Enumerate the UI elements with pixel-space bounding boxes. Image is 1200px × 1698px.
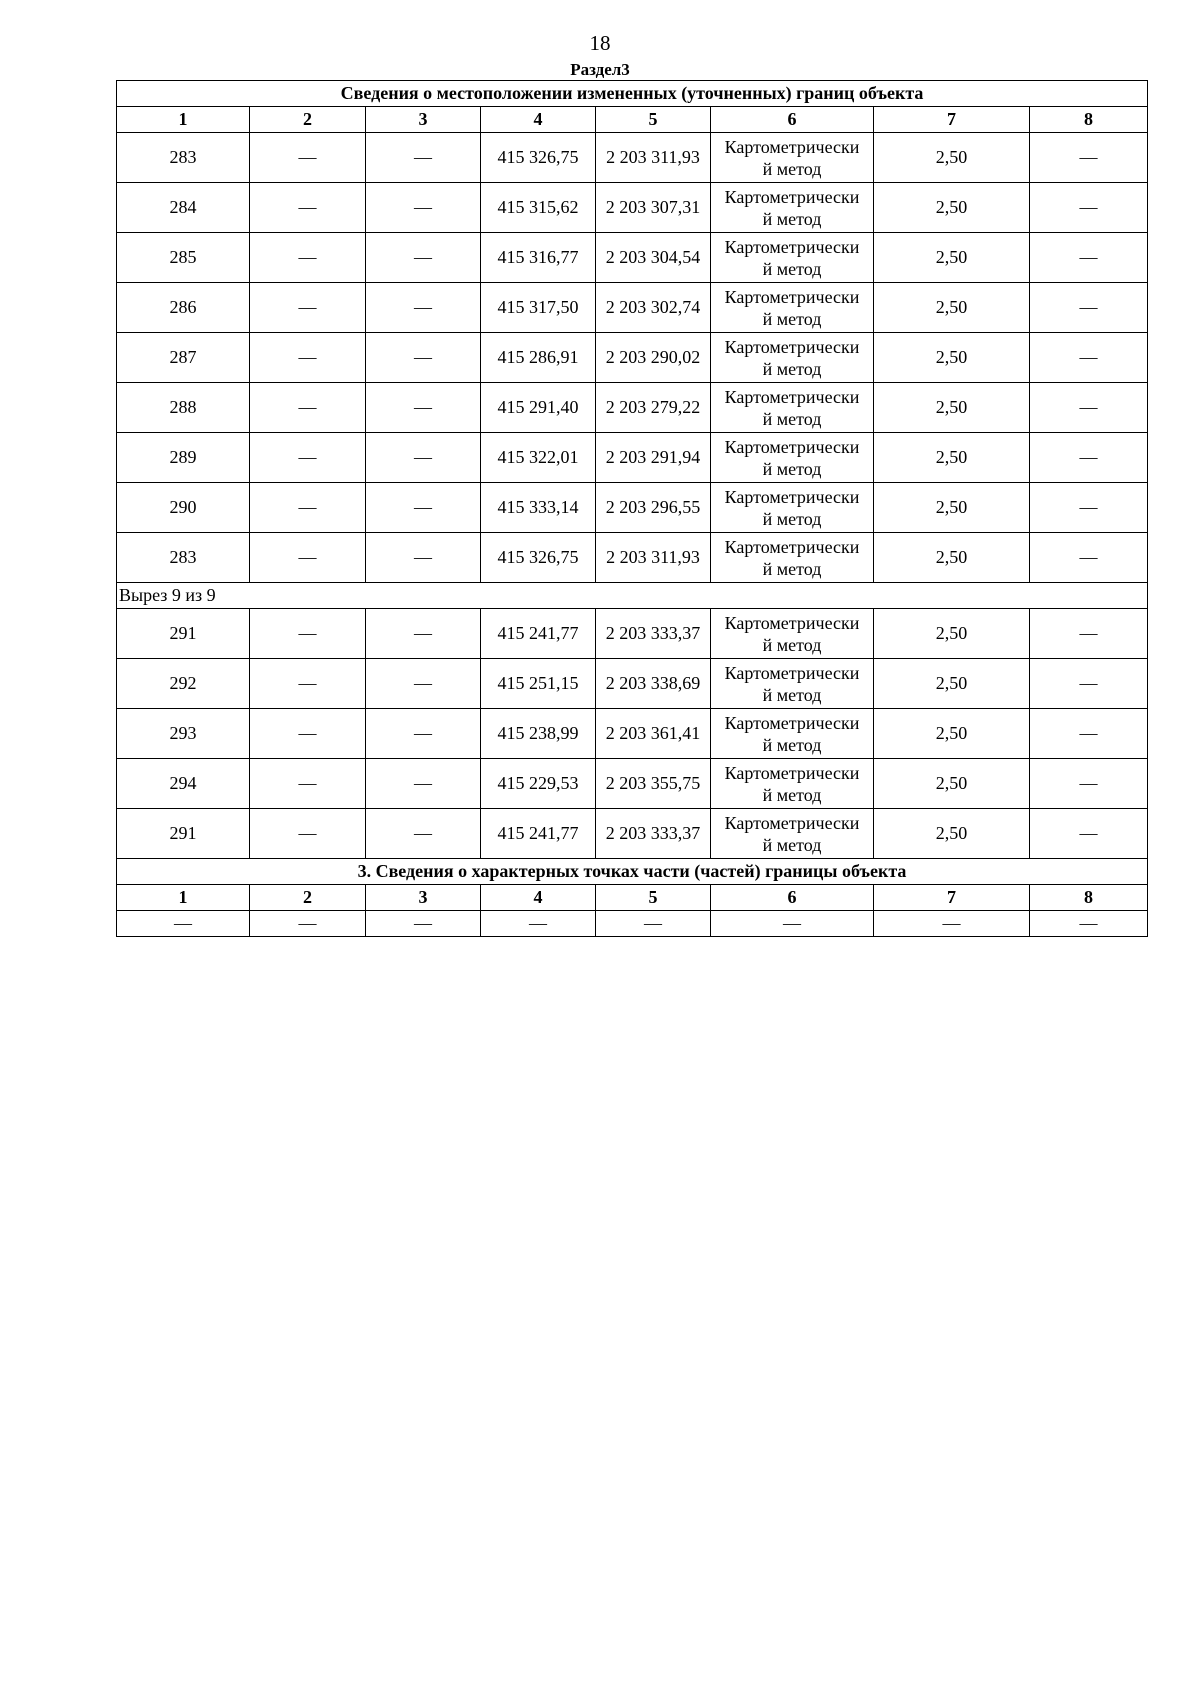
accuracy-value: 2,50 bbox=[874, 659, 1030, 709]
method-line: й метод bbox=[762, 358, 822, 379]
part2-column-numbers bbox=[117, 107, 1148, 133]
coordinate-y: 2 203 307,31 bbox=[596, 183, 711, 233]
empty-cell: — bbox=[250, 283, 366, 333]
column-number: 6 bbox=[711, 107, 874, 133]
method-line: й метод bbox=[762, 508, 822, 529]
empty-cell: — bbox=[250, 183, 366, 233]
coordinate-y: 2 203 311,93 bbox=[596, 533, 711, 583]
method-cell bbox=[711, 233, 874, 283]
table-row bbox=[117, 809, 1148, 859]
empty-cell: — bbox=[366, 759, 481, 809]
coordinate-y: 2 203 302,74 bbox=[596, 283, 711, 333]
empty-cell: — bbox=[250, 433, 366, 483]
method-line: й метод bbox=[762, 408, 822, 429]
empty-cell: — bbox=[1030, 483, 1148, 533]
empty-cell: — bbox=[1030, 433, 1148, 483]
point-number: 288 bbox=[117, 383, 250, 433]
method-cell bbox=[711, 759, 874, 809]
part3-heading-row bbox=[117, 859, 1148, 885]
empty-cell: — bbox=[1030, 183, 1148, 233]
empty-cell: — bbox=[1030, 383, 1148, 433]
method-line: й метод bbox=[762, 208, 822, 229]
table-row bbox=[117, 233, 1148, 283]
page-number: 18 bbox=[589, 31, 611, 55]
method-line: Картометрически bbox=[724, 712, 860, 733]
table-row bbox=[117, 533, 1148, 583]
method-line: Картометрически bbox=[724, 762, 860, 783]
empty-cell: — bbox=[366, 383, 481, 433]
coordinate-x: 415 241,77 bbox=[481, 809, 596, 859]
point-number: 291 bbox=[117, 609, 250, 659]
method-line: й метод bbox=[762, 458, 822, 479]
point-number: 294 bbox=[117, 759, 250, 809]
empty-cell: — bbox=[1030, 659, 1148, 709]
method-cell bbox=[711, 709, 874, 759]
section-title: Раздел3 bbox=[570, 60, 630, 79]
method-cell bbox=[711, 383, 874, 433]
empty-cell: — bbox=[366, 333, 481, 383]
column-number: 8 bbox=[1030, 107, 1148, 133]
table-row bbox=[117, 709, 1148, 759]
accuracy-value: 2,50 bbox=[874, 133, 1030, 183]
empty-cell: — bbox=[481, 911, 596, 937]
empty-cell: — bbox=[366, 609, 481, 659]
coordinate-x: 415 326,75 bbox=[481, 533, 596, 583]
empty-cell: — bbox=[250, 759, 366, 809]
method-line: Картометрически bbox=[724, 486, 860, 507]
accuracy-value: 2,50 bbox=[874, 759, 1030, 809]
method-cell bbox=[711, 333, 874, 383]
method-line: Картометрически bbox=[724, 436, 860, 457]
empty-cell: — bbox=[250, 709, 366, 759]
empty-cell: — bbox=[596, 911, 711, 937]
accuracy-value: 2,50 bbox=[874, 283, 1030, 333]
method-line: Картометрически bbox=[724, 186, 860, 207]
column-number: 7 bbox=[874, 885, 1030, 911]
coordinate-y: 2 203 361,41 bbox=[596, 709, 711, 759]
method-cell bbox=[711, 433, 874, 483]
accuracy-value: 2,50 bbox=[874, 183, 1030, 233]
method-line: Картометрически bbox=[724, 136, 860, 157]
column-number: 7 bbox=[874, 107, 1030, 133]
empty-cell: — bbox=[250, 911, 366, 937]
method-cell bbox=[711, 659, 874, 709]
coordinate-y: 2 203 291,94 bbox=[596, 433, 711, 483]
point-number: 283 bbox=[117, 133, 250, 183]
empty-cell: — bbox=[366, 183, 481, 233]
coordinate-y: 2 203 333,37 bbox=[596, 609, 711, 659]
method-line: Картометрически bbox=[724, 236, 860, 257]
table-row bbox=[117, 133, 1148, 183]
point-number: 283 bbox=[117, 533, 250, 583]
empty-cell: — bbox=[250, 383, 366, 433]
accuracy-value: 2,50 bbox=[874, 483, 1030, 533]
empty-cell: — bbox=[1030, 609, 1148, 659]
empty-cell: — bbox=[250, 533, 366, 583]
method-line: й метод bbox=[762, 558, 822, 579]
coordinate-x: 415 333,14 bbox=[481, 483, 596, 533]
empty-cell: — bbox=[1030, 759, 1148, 809]
empty-cell: — bbox=[366, 659, 481, 709]
table-row bbox=[117, 433, 1148, 483]
method-line: й метод bbox=[762, 734, 822, 755]
coordinate-x: 415 316,77 bbox=[481, 233, 596, 283]
method-line: й метод bbox=[762, 258, 822, 279]
point-number: 285 bbox=[117, 233, 250, 283]
point-number: 290 bbox=[117, 483, 250, 533]
coordinate-x: 415 322,01 bbox=[481, 433, 596, 483]
point-number: 289 bbox=[117, 433, 250, 483]
empty-cell: — bbox=[1030, 283, 1148, 333]
coordinate-y: 2 203 333,37 bbox=[596, 809, 711, 859]
method-line: й метод bbox=[762, 634, 822, 655]
coordinate-y: 2 203 304,54 bbox=[596, 233, 711, 283]
point-number: 287 bbox=[117, 333, 250, 383]
table-row bbox=[117, 759, 1148, 809]
method-line: Картометрически bbox=[724, 286, 860, 307]
empty-cell: — bbox=[366, 283, 481, 333]
column-number: 5 bbox=[596, 107, 711, 133]
column-number: 6 bbox=[711, 885, 874, 911]
method-line: й метод bbox=[762, 308, 822, 329]
empty-cell: — bbox=[711, 911, 874, 937]
point-number: 284 bbox=[117, 183, 250, 233]
empty-cell: — bbox=[1030, 533, 1148, 583]
column-number: 8 bbox=[1030, 885, 1148, 911]
column-number: 5 bbox=[596, 885, 711, 911]
method-line: й метод bbox=[762, 784, 822, 805]
coordinate-y: 2 203 311,93 bbox=[596, 133, 711, 183]
point-number: 291 bbox=[117, 809, 250, 859]
empty-cell: — bbox=[250, 333, 366, 383]
coordinate-y: 2 203 296,55 bbox=[596, 483, 711, 533]
coordinate-x: 415 286,91 bbox=[481, 333, 596, 383]
column-number: 3 bbox=[366, 107, 481, 133]
accuracy-value: 2,50 bbox=[874, 233, 1030, 283]
accuracy-value: 2,50 bbox=[874, 533, 1030, 583]
coordinate-y: 2 203 279,22 bbox=[596, 383, 711, 433]
table-row bbox=[117, 333, 1148, 383]
part2-heading-row bbox=[117, 81, 1148, 107]
column-number: 3 bbox=[366, 885, 481, 911]
empty-cell: — bbox=[1030, 911, 1148, 937]
table-row bbox=[117, 483, 1148, 533]
method-line: Картометрически bbox=[724, 612, 860, 633]
accuracy-value: 2,50 bbox=[874, 709, 1030, 759]
table-row bbox=[117, 609, 1148, 659]
part3-heading: 3. Сведения о характерных точках части (частей) границы объекта bbox=[117, 859, 1148, 885]
method-cell bbox=[711, 483, 874, 533]
method-cell bbox=[711, 809, 874, 859]
method-cell bbox=[711, 183, 874, 233]
accuracy-value: 2,50 bbox=[874, 333, 1030, 383]
method-cell bbox=[711, 533, 874, 583]
part3-empty-row bbox=[117, 911, 1148, 937]
coordinate-y: 2 203 338,69 bbox=[596, 659, 711, 709]
empty-cell: — bbox=[366, 133, 481, 183]
cut-label-row bbox=[117, 583, 1148, 609]
coordinate-x: 415 238,99 bbox=[481, 709, 596, 759]
method-line: й метод bbox=[762, 158, 822, 179]
empty-cell: — bbox=[366, 433, 481, 483]
empty-cell: — bbox=[1030, 333, 1148, 383]
accuracy-value: 2,50 bbox=[874, 809, 1030, 859]
table-row bbox=[117, 283, 1148, 333]
table-row bbox=[117, 183, 1148, 233]
empty-cell: — bbox=[1030, 133, 1148, 183]
method-line: й метод bbox=[762, 834, 822, 855]
accuracy-value: 2,50 bbox=[874, 609, 1030, 659]
empty-cell: — bbox=[250, 483, 366, 533]
boundary-points-table bbox=[116, 80, 1148, 937]
coordinate-x: 415 326,75 bbox=[481, 133, 596, 183]
empty-cell: — bbox=[250, 233, 366, 283]
method-cell bbox=[711, 283, 874, 333]
coordinate-y: 2 203 355,75 bbox=[596, 759, 711, 809]
accuracy-value: 2,50 bbox=[874, 433, 1030, 483]
empty-cell: — bbox=[250, 609, 366, 659]
empty-cell: — bbox=[366, 533, 481, 583]
empty-cell: — bbox=[1030, 709, 1148, 759]
coordinate-x: 415 315,62 bbox=[481, 183, 596, 233]
cut-label: Вырез 9 из 9 bbox=[117, 583, 1148, 609]
column-number: 1 bbox=[117, 885, 250, 911]
coordinate-x: 415 229,53 bbox=[481, 759, 596, 809]
table-row bbox=[117, 383, 1148, 433]
empty-cell: — bbox=[366, 483, 481, 533]
accuracy-value: 2,50 bbox=[874, 383, 1030, 433]
method-line: Картометрически bbox=[724, 536, 860, 557]
column-number: 2 bbox=[250, 107, 366, 133]
empty-cell: — bbox=[366, 911, 481, 937]
empty-cell: — bbox=[874, 911, 1030, 937]
point-number: 293 bbox=[117, 709, 250, 759]
method-line: Картометрически bbox=[724, 336, 860, 357]
point-number: 292 bbox=[117, 659, 250, 709]
empty-cell: — bbox=[1030, 233, 1148, 283]
empty-cell: — bbox=[250, 133, 366, 183]
method-line: й метод bbox=[762, 684, 822, 705]
table-row bbox=[117, 659, 1148, 709]
method-line: Картометрически bbox=[724, 662, 860, 683]
coordinate-x: 415 241,77 bbox=[481, 609, 596, 659]
point-number: 286 bbox=[117, 283, 250, 333]
method-cell bbox=[711, 609, 874, 659]
empty-cell: — bbox=[250, 659, 366, 709]
coordinate-x: 415 251,15 bbox=[481, 659, 596, 709]
column-number: 1 bbox=[117, 107, 250, 133]
coordinate-x: 415 317,50 bbox=[481, 283, 596, 333]
method-line: Картометрически bbox=[724, 386, 860, 407]
empty-cell: — bbox=[1030, 809, 1148, 859]
empty-cell: — bbox=[366, 809, 481, 859]
empty-cell: — bbox=[366, 233, 481, 283]
method-cell bbox=[711, 133, 874, 183]
coordinate-y: 2 203 290,02 bbox=[596, 333, 711, 383]
column-number: 4 bbox=[481, 885, 596, 911]
column-number: 2 bbox=[250, 885, 366, 911]
method-line: Картометрически bbox=[724, 812, 860, 833]
column-number: 4 bbox=[481, 107, 596, 133]
empty-cell: — bbox=[250, 809, 366, 859]
empty-cell: — bbox=[117, 911, 250, 937]
coordinate-x: 415 291,40 bbox=[481, 383, 596, 433]
part3-column-numbers bbox=[117, 885, 1148, 911]
part2-heading: Сведения о местоположении измененных (уточненных) границ объекта bbox=[117, 81, 1148, 107]
empty-cell: — bbox=[366, 709, 481, 759]
